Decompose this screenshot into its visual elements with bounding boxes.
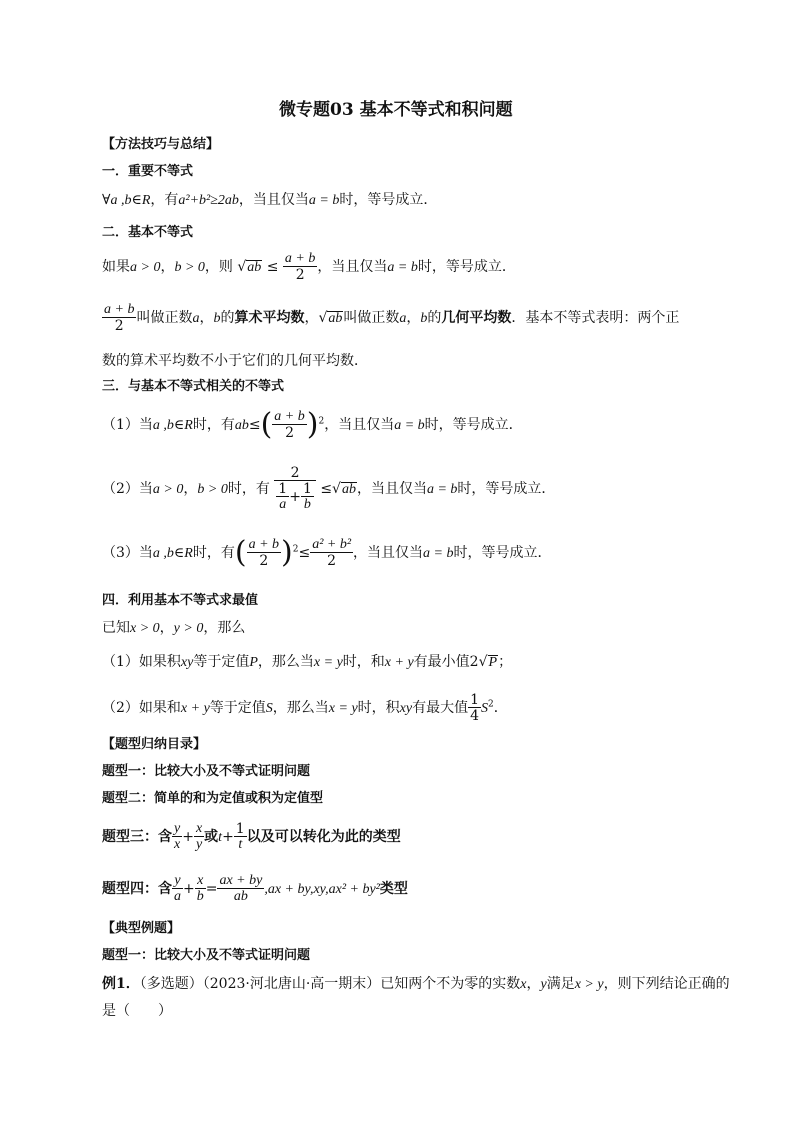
- section-3-heading: 三．与基本不等式相关的不等式: [102, 379, 285, 394]
- term-geometric-mean: 几何平均数: [441, 310, 512, 326]
- forall-symbol: ∀: [102, 192, 111, 208]
- section-2-line-3: 数的算术平均数不小于它们的几何平均数．: [102, 353, 368, 369]
- term-arithmetic-mean: 算术平均数: [234, 310, 305, 326]
- section-1-line: ∀a ,b∈R，有a²+b²≥2ab，当且仅当a = b时，等号成立．: [102, 192, 438, 208]
- example-1-label: 例1．: [102, 976, 140, 992]
- example-1-line-2: 是（ ）: [102, 1003, 172, 1019]
- fraction-am: $\frac{a + b}{2}$: [104, 302, 135, 334]
- section-4-item-2: （2）如果和x + y等于定值S，那么当x = y时，积xy有最大值 $\frac{1}{4}$ $S^2$．: [102, 692, 508, 724]
- section-4-given: 已知x > 0，y > 0，那么: [102, 620, 246, 636]
- method-heading: 【方法技巧与总结】: [102, 137, 220, 152]
- section-1-heading: 一．重要不等式: [102, 164, 194, 179]
- section-2-line-1: 如果a > 0，b > 0，则 √ab ≤ $\frac{a + b}{2}$ ，当且仅当a = b时，等号成立．: [102, 251, 516, 283]
- example-1-line-1: 例1．（多选题）（2023·河北唐山·高一期末）已知两个不为零的实数x，y满足x > y，则下列结论正确的: [102, 976, 730, 992]
- catalog-type-4: 题型四：含 $\frac{y}{a}$ + $\frac{x}{b}$ = $\frac{ax + by}{ab}$ ,ax + by,xy,ax² + by²类型: [102, 873, 408, 904]
- example-1-tag: （多选题）: [139, 976, 203, 992]
- section-3-item-1: （1）当a ,b∈R时，有ab≤( $\frac{a + b}{2}$ )$^2$，当且仅当a = b时，等号成立．: [102, 407, 523, 442]
- examples-type-1: 题型一：比较大小及不等式证明问题: [102, 948, 311, 963]
- page-title: 微专题03 基本不等式和积问题: [279, 100, 513, 120]
- catalog-type-2: 题型二：简单的和为定值或积为定值型: [102, 791, 324, 806]
- section-2-line-2: $\frac{a + b}{2}$ 叫做正数a，b的算术平均数，√ab叫做正数a，b的几何平均数．基本不等式表明：两个正: [104, 302, 680, 334]
- harmonic-mean-fraction: 2 $\frac{1}{a}$ + $\frac{1}{b}$: [274, 466, 316, 512]
- sqrt-ab: √ab: [237, 259, 262, 275]
- section-3-item-3: （3）当a ,b∈R时，有( $\frac{a + b}{2}$ )$^2$≤ $\frac{\text{a² + b²}}{2}$ ，当且仅当a = b时，等号成立．: [102, 535, 552, 570]
- section-3-item-2: （2）当a > 0，b > 0时，有 2 $\frac{1}{a}$ + $\frac{1}{b}$ ≤√ab，当且仅当a = b时，等号成立．: [102, 465, 556, 512]
- fraction-a-plus-b-over-2: $\frac{a + b}{2}$: [284, 251, 316, 283]
- section-2-heading: 二．基本不等式: [102, 225, 194, 240]
- example-1-source: （2023·河北唐山·高一期末）: [202, 976, 381, 992]
- catalog-heading: 【题型归纳目录】: [102, 737, 207, 752]
- section-4-item-1: （1）如果积xy等于定值P，那么当x = y时，和x + y有最小值2√P；: [102, 654, 513, 670]
- examples-heading: 【典型例题】: [102, 921, 181, 936]
- important-inequality: a²+b²≥2ab: [178, 193, 239, 208]
- section-4-heading: 四．利用基本不等式求最值: [102, 593, 259, 608]
- catalog-type-3: 题型三：含 $\frac{y}{x}$ + $\frac{x}{y}$ 或t+ $\frac{1}{t}$ 以及可以转化为此的类型: [102, 821, 401, 852]
- catalog-type-1: 题型一：比较大小及不等式证明问题: [102, 764, 311, 779]
